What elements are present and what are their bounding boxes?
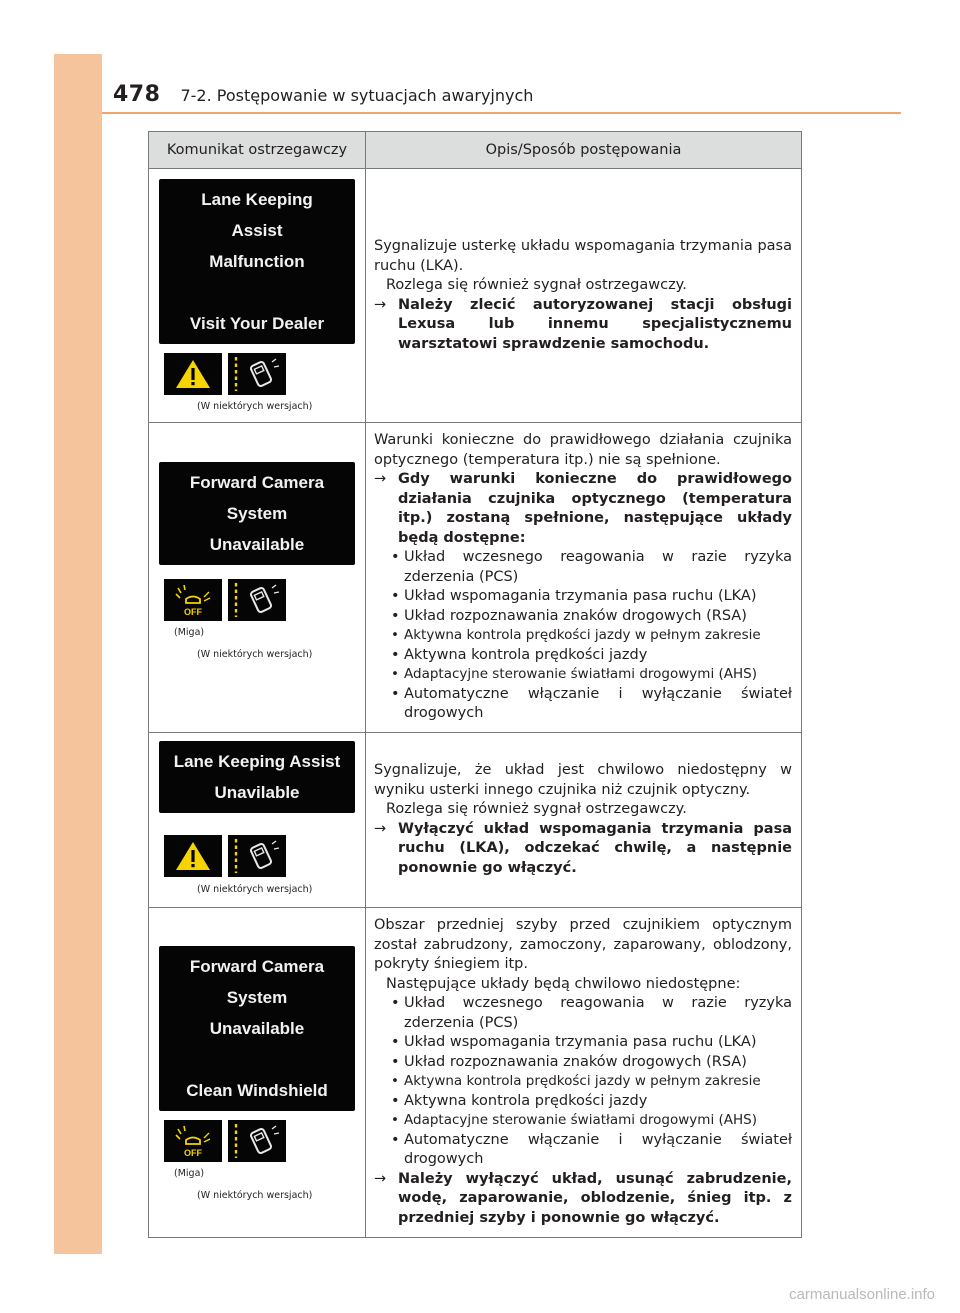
screen-line: Lane Keeping [201, 190, 313, 209]
message-cell [149, 169, 366, 423]
screen-line: Lane Keeping Assist [173, 751, 341, 771]
caption: (W niektórych wersjach) [197, 1189, 313, 1201]
description-cell [366, 907, 802, 1237]
action-text [374, 296, 792, 355]
screen-line: Forward Camera [189, 956, 325, 976]
list-item: • Układ wczesnego reagowania w razie ryzyka zderzenia (PCS) [391, 549, 792, 585]
action-text-content: Wyłączyć układ wspomagania trzymania pasa ruchu (LKA), odczekać chwilę, a następnie ponownie go włączyć. [398, 820, 792, 876]
action-text-content: Należy wyłączyć układ, usunąć zabrudzenie, wodę, zaparowanie, oblodzenie, śnieg itp. z przedniej szyby i ponownie go włączyć. [398, 1170, 792, 1226]
description-text: Warunki konieczne do prawidłowego działania czujnika optycznego (temperatura itp.) nie są spełnione. [374, 432, 792, 468]
header-rule [102, 112, 901, 114]
message-cell [149, 423, 366, 733]
description-text: Obszar przedniej szyby przed czujnikiem optycznym został zabrudzony, zamoczony, zaparowany, oblodzony, pokryty śniegiem itp. [374, 917, 792, 972]
list-item: • Układ wspomagania trzymania pasa ruchu (LKA) [391, 1034, 757, 1050]
table-row [149, 423, 802, 733]
col-header-message: Komunikat ostrzegawczy [149, 132, 366, 169]
list-item: • Adaptacyjne sterowanie światłami drogowymi (AHS) [391, 666, 757, 682]
arrow-icon: → [374, 820, 387, 837]
warning-table [148, 131, 802, 1238]
pcs-off-icon [164, 1120, 222, 1162]
screen-line: Forward Camera [189, 473, 325, 492]
arrow-icon: → [374, 296, 387, 313]
lane-keeping-icon [228, 835, 286, 877]
message-cell [149, 732, 366, 907]
arrow-icon: → [374, 1170, 387, 1187]
lane-keeping-icon [228, 1120, 286, 1162]
action-text [374, 470, 792, 548]
description-text: Sygnalizuje, że układ jest chwilowo niedostępny w wyniku usterki innego czujnika niż czujnik optyczny. [374, 762, 792, 798]
watermark: carmanualsonline.info [789, 1286, 935, 1303]
screen-line: Unavilable [214, 782, 300, 802]
list-item: • Adaptacyjne sterowanie światłami drogowymi (AHS) [391, 1112, 757, 1128]
side-band [54, 54, 102, 1254]
description-text: Rozlega się również sygnał ostrzegawczy. [386, 277, 687, 293]
col-header-description: Opis/Sposób postępowania [366, 132, 802, 169]
description-cell [366, 423, 802, 733]
screen-line [159, 1044, 355, 1075]
table-row [149, 732, 802, 907]
pcs-off-icon [164, 579, 222, 621]
action-text-content: Należy zlecić autoryzowanej stacji obsługi Lexusa lub innemu specjalistycznemu warsztatowi sprawdzenie samochodu. [398, 296, 792, 352]
action-text [374, 1170, 792, 1229]
lane-keeping-icon [228, 579, 286, 621]
list-item: • Aktywna kontrola prędkości jazdy [391, 646, 648, 663]
list-item: • Układ rozpoznawania znaków drogowych (RSA) [391, 607, 747, 624]
caption: (W niektórych wersjach) [197, 649, 313, 660]
description-text: Sygnalizuje usterkę układu wspomagania trzymania pasa ruchu (LKA). [374, 238, 792, 274]
table-row [149, 907, 802, 1237]
list-item: • Aktywna kontrola prędkości jazdy [391, 1092, 648, 1109]
message-cell [149, 907, 366, 1237]
screen-line: Assist [231, 221, 283, 240]
description-text: Następujące układy będą chwilowo niedostępne: [386, 975, 741, 992]
description-text: Rozlega się również sygnał ostrzegawczy. [386, 801, 687, 817]
action-text [374, 820, 792, 879]
screen-line: Unavailable [209, 535, 305, 554]
table-header-row [149, 132, 802, 169]
blink-label: (Miga) [174, 1167, 205, 1179]
screen-line: Malfunction [209, 252, 305, 271]
screen-line: Unavailable [209, 1018, 305, 1038]
table-row [149, 169, 802, 423]
description-cell [366, 732, 802, 907]
list-item: • Układ wspomagania trzymania pasa ruchu (LKA) [391, 588, 757, 604]
display-screen [159, 462, 355, 565]
display-screen [159, 741, 355, 813]
blink-label: (Miga) [174, 627, 205, 638]
screen-line: System [226, 504, 288, 523]
caption: (W niektórych wersjach) [197, 401, 313, 412]
svg-text:OFF: OFF [184, 607, 202, 617]
screen-line: System [226, 987, 288, 1007]
list-item: • Automatyczne włączanie i wyłączanie świateł drogowych [391, 1131, 792, 1167]
display-screen [159, 946, 355, 1111]
list-item: • Aktywna kontrola prędkości jazdy w pełnym zakresie [391, 627, 761, 643]
screen-line: Visit Your Dealer [189, 314, 325, 333]
svg-text:OFF: OFF [184, 1147, 202, 1158]
list-item: • Automatyczne włączanie i wyłączanie świateł drogowych [391, 685, 792, 721]
arrow-icon: → [374, 471, 387, 487]
caption: (W niektórych wersjach) [197, 883, 313, 895]
display-screen [159, 179, 355, 344]
list-item: • Układ rozpoznawania znaków drogowych (RSA) [391, 1053, 747, 1070]
lane-keeping-icon [228, 353, 286, 395]
page-header [113, 82, 533, 107]
action-text-content: Gdy warunki konieczne do prawidłowego działania czujnika optycznego (temperatura itp.) zostaną spełnione, następujące układy będą dostępne: [398, 471, 792, 546]
page-number: 478 [113, 82, 161, 107]
list-item: • Aktywna kontrola prędkości jazdy w pełnym zakresie [391, 1073, 761, 1089]
screen-line: Clean Windshield [186, 1080, 328, 1100]
list-item: • Układ wczesnego reagowania w razie ryzyka zderzenia (PCS) [391, 995, 792, 1031]
description-cell [366, 169, 802, 423]
warning-triangle-icon [164, 353, 222, 395]
section-title: 7-2. Postępowanie w sytuacjach awaryjnych [180, 86, 534, 105]
screen-line [159, 277, 355, 308]
warning-triangle-icon [164, 835, 222, 877]
